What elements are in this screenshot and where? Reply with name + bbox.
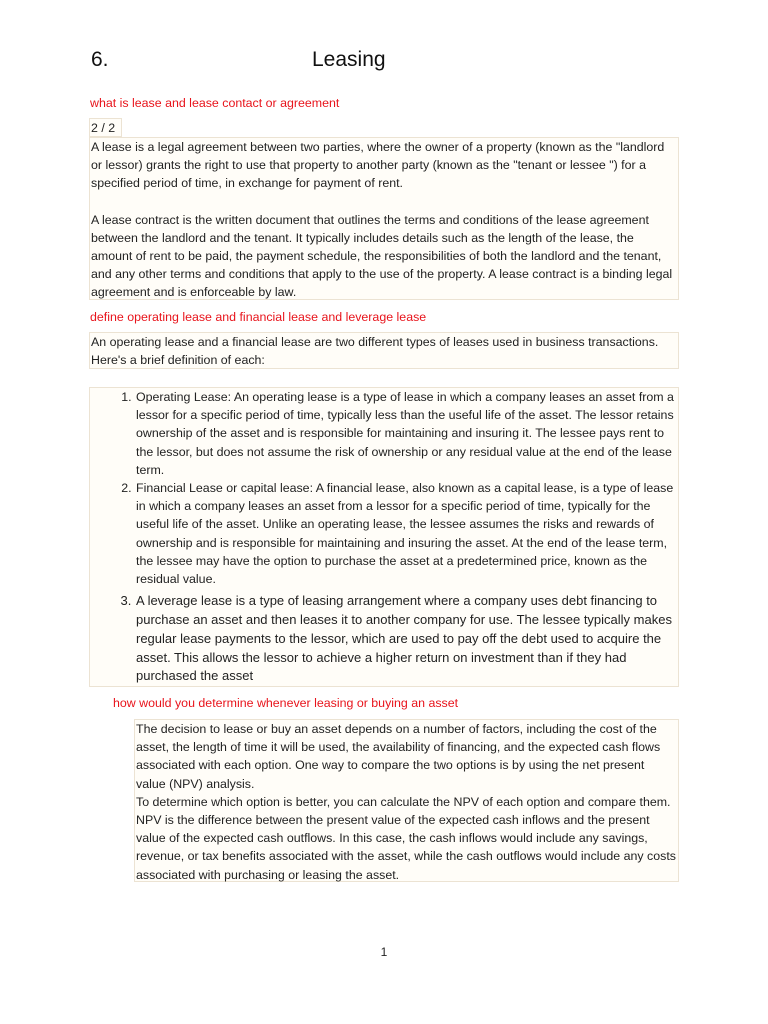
answer-lease-types-intro	[89, 332, 679, 369]
response-counter-box	[89, 118, 122, 137]
question-lease-definition: what is lease and lease contact or agreement	[90, 96, 340, 110]
page-number: 1	[380, 945, 388, 959]
financial-lease-item: 2. Financial Lease or capital lease: A financial lease, also known as a capital lease, is a type of lease in which a company leases an asset from a lessor for a specific period of time, typically for the useful life of the asset. Unlike an operating lease, the lessee assumes the risks and rewards of ownership and is responsible for maintaining and insuring the asset. At the end of the lease term, the lessee may have the option to purchase the asset at a predetermined price, known as the residual value.	[135, 479, 677, 588]
section-number: 6.	[91, 48, 109, 71]
lease-or-buy-paragraph: The decision to lease or buy an asset depends on a number of factors, including the cost of the asset, the length of time it will be used, the availability of financing, and the expected cash flows associated with each option. One way to compare the two options is by using the net present value (NPV) analysis.	[136, 722, 661, 791]
lease-types-intro: An operating lease and a financial lease are two different types of leases used in business transactions. Here's a brief definition of each:	[91, 335, 659, 368]
answer-lease-or-buy	[134, 719, 679, 882]
section-title: Leasing	[312, 48, 386, 71]
response-counter: 2 / 2	[91, 121, 116, 135]
lease-types-list-box	[89, 387, 679, 687]
question-lease-or-buy: how would you determine whenever leasing or buying an asset	[113, 696, 459, 710]
npv-paragraph: To determine which option is better, you can calculate the NPV of each option and compare them. NPV is the difference between the present value of the expected cash inflows and the present value of the expected cash outflows. In this case, the cash inflows would include any savings, revenue, or tax benefits associated with the asset, while the cash outflows would include any costs associated with purchasing or leasing the asset.	[136, 794, 676, 882]
answer-lease-definition	[89, 137, 679, 300]
question-lease-types: define operating lease and financial lease and leverage lease	[90, 310, 427, 324]
lease-definition-paragraph: A lease is a legal agreement between two parties, where the owner of a property (known as the "landlord or lessor) grants the right to use that property to another party (known as the "tenant or lessee ") for a specified period of time, in exchange for payment of rent.	[91, 140, 665, 191]
lease-contract-paragraph: A lease contract is the written document that outlines the terms and conditions of the lease agreement between the landlord and the tenant. It typically includes details such as the length of the lease, the amount of rent to be paid, the payment schedule, the responsibilities of both the landlord and the tenant, and any other terms and conditions that apply to the use of the property. A lease contract is a binding legal agreement and is enforceable by law.	[91, 212, 673, 300]
leverage-lease-item: 3. A leverage lease is a type of leasing arrangement where a company uses debt financing to purchase an asset and then leases it to another company for use. The lessee typically makes regular lease payments to the lessor, which are used to pay off the debt used to acquire the asset. This allows the lessor to achieve a higher return on investment than if they had purchased the asset	[135, 592, 677, 686]
operating-lease-item: 1. Operating Lease: An operating lease is a type of lease in which a company leases an asset from a lessor for a specific period of time, typically less than the useful life of the asset. The lessor retains ownership of the asset and is responsible for maintaining and insuring it. The lessee pays rent to the lessor, but does not assume the risk of ownership or any residual value at the end of the lease term.	[135, 388, 677, 479]
lease-types-list	[91, 388, 677, 686]
